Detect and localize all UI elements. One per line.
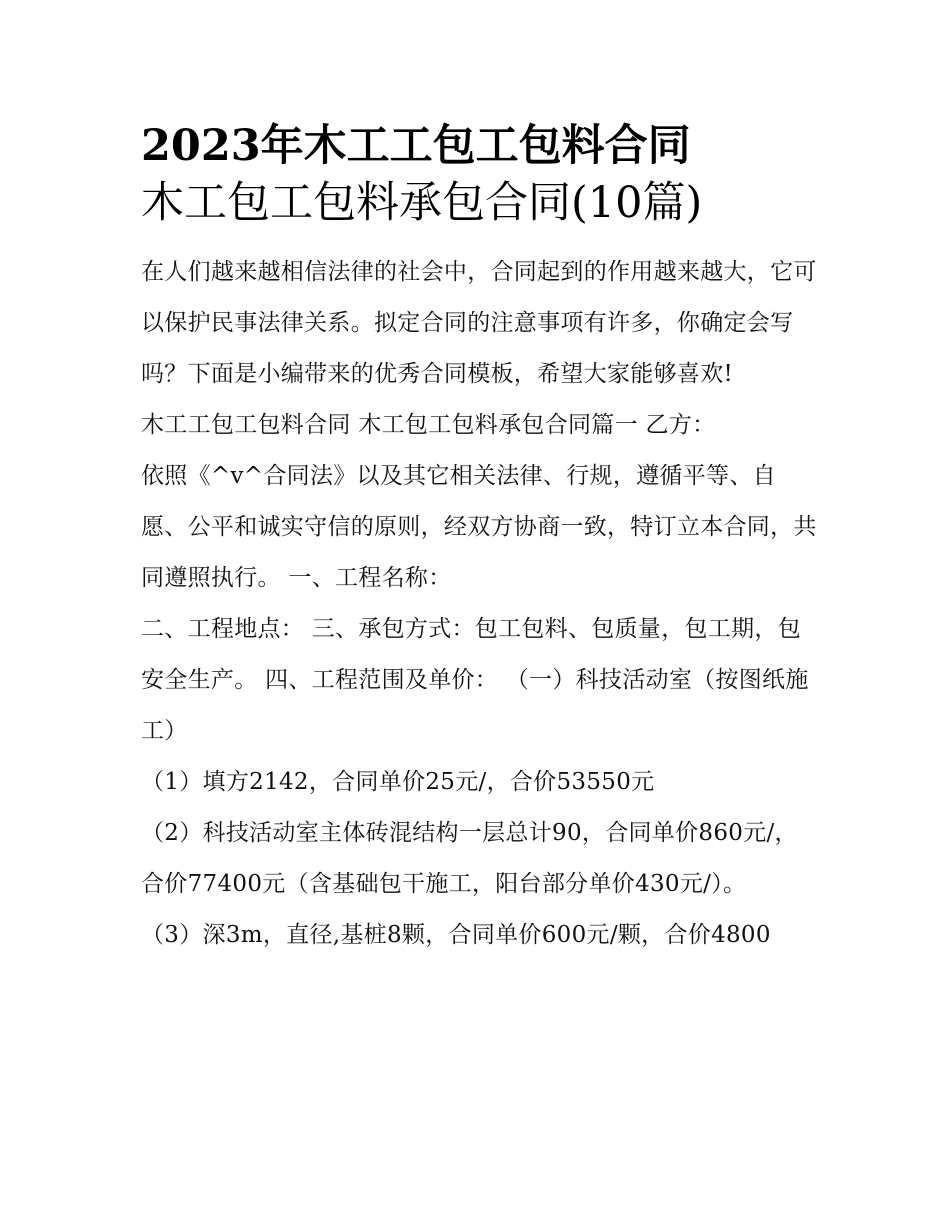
title-line-2: 木工包工包料承包合同(10篇) bbox=[141, 178, 703, 228]
paragraph-item-1: （1）填方2142，合同单价25元/，合价53550元 bbox=[141, 769, 655, 795]
document-body bbox=[141, 247, 821, 961]
paragraph-project-terms: 二、工程地点： 三、承包方式：包工包料、包质量，包工期，包安全生产。 四、工程范围及单价： （一）科技活动室（按图纸施工） bbox=[141, 616, 809, 744]
paragraph-contract-heading: 木工工包工包料合同 木工包工包料承包合同篇一 乙方： bbox=[141, 412, 716, 438]
paragraph-item-2: （2）科技活动室主体砖混结构一层总计90，合同单价860元/，合价77400元（含基础包干施工，阳台部分单价430元/）。 bbox=[141, 820, 798, 897]
paragraph-item-3: （3）深3m，直径,基桩8颗，合同单价600元/颗，合价4800 bbox=[141, 922, 771, 948]
paragraph-preamble: 依照《^v^合同法》以及其它相关法律、行规，遵循平等、自愿、公平和诚实守信的原则，经双方协商一致，特订立本合同，共同遵照执行。 一、工程名称： bbox=[141, 463, 817, 591]
title-line-1: 2023年木工工包工包料合同 bbox=[141, 121, 691, 171]
paragraph-intro: 在人们越来越相信法律的社会中，合同起到的作用越来越大，它可以保护民事法律关系。拟定合同的注意事项有许多，你确定会写吗？下面是小编带来的优秀合同模板，希望大家能够喜欢! bbox=[141, 259, 817, 387]
document-title bbox=[141, 118, 821, 232]
document-page bbox=[141, 118, 821, 961]
